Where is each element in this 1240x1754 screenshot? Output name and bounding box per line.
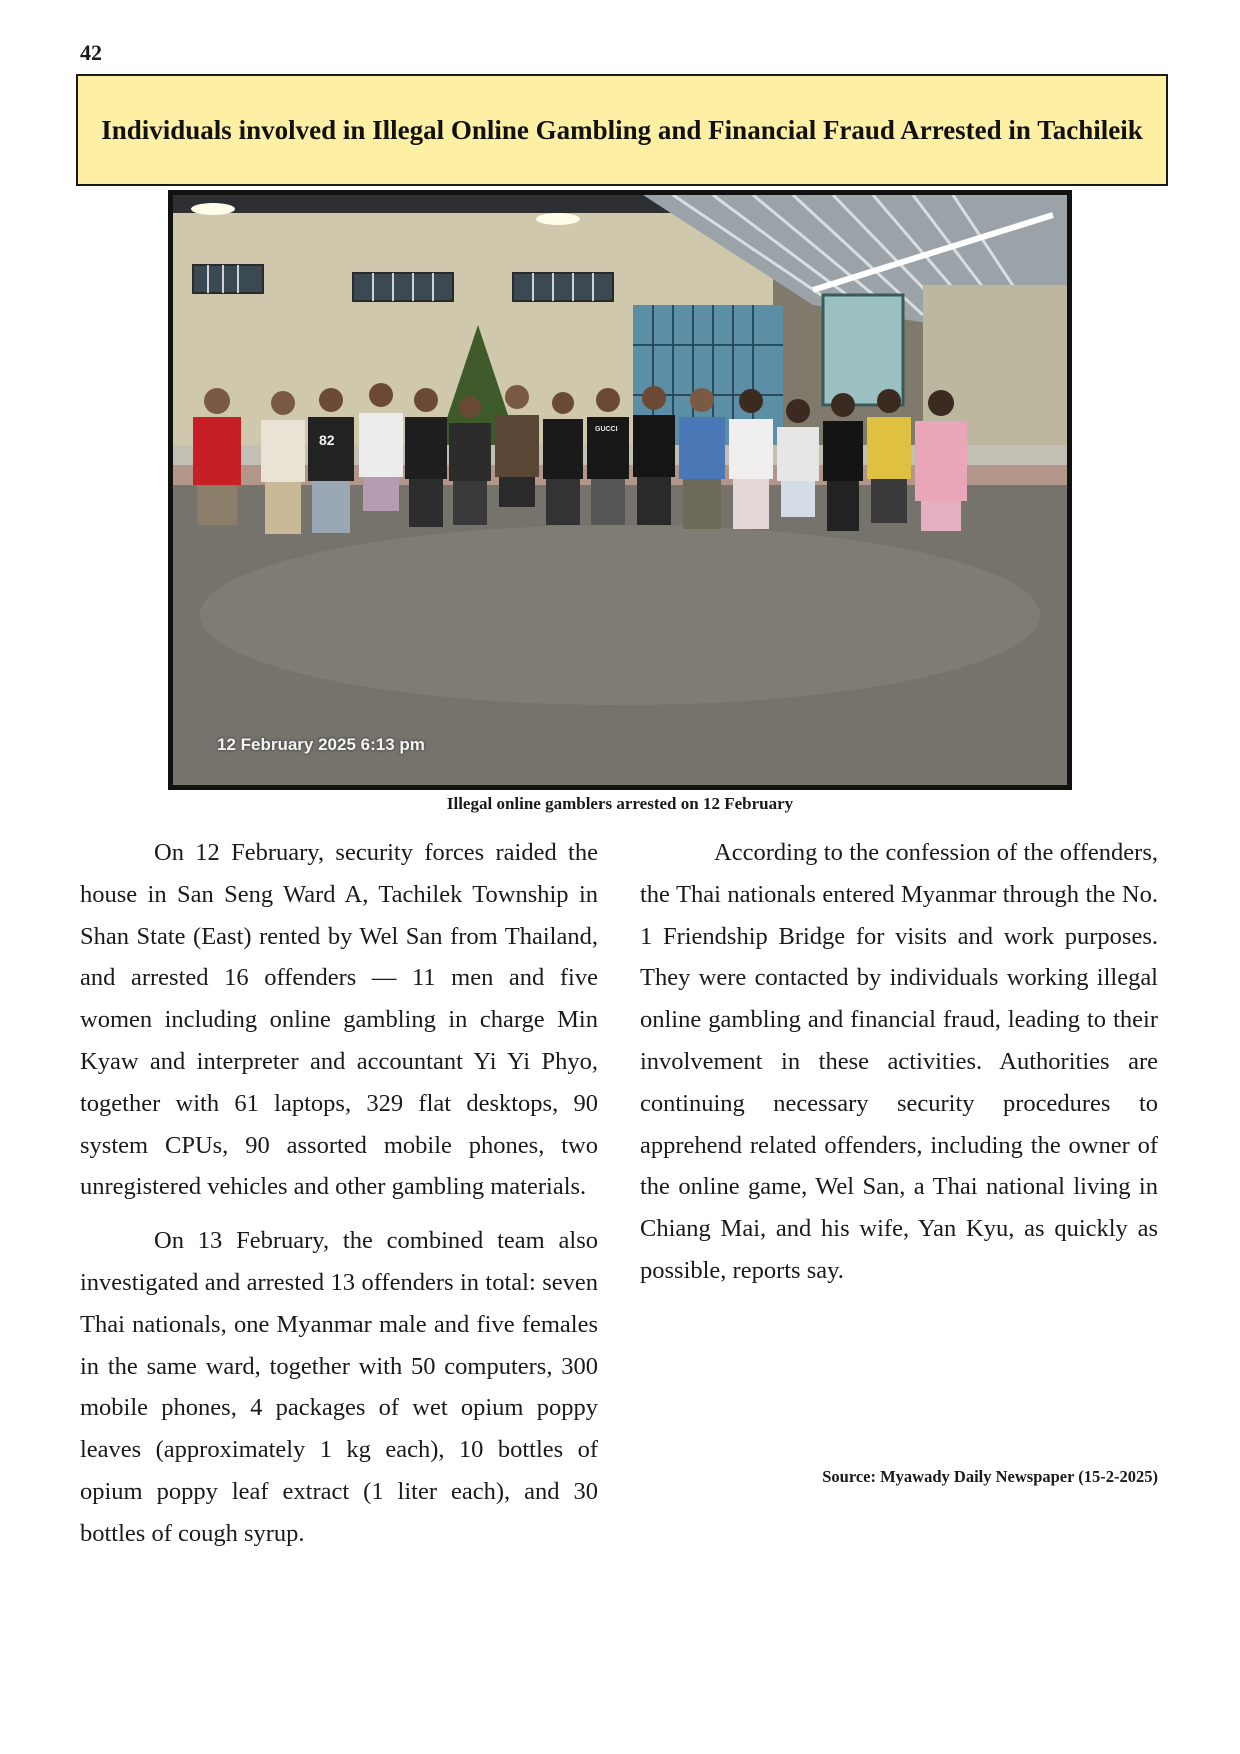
headline-box xyxy=(76,74,1168,186)
shirt-brand-print: GUCCI xyxy=(595,426,618,433)
article-column-left xyxy=(80,832,598,1555)
source-credit: Source: Myawady Daily Newspaper (15-2-2025) xyxy=(822,1467,1158,1486)
headline: Individuals involved in Illegal Online Gambling and Financial Fraud Arrested in Tachileik xyxy=(101,115,1143,145)
photo-caption: Illegal online gamblers arrested on 12 February xyxy=(446,794,794,813)
article-paragraph: According to the confession of the offenders, the Thai nationals entered Myanmar through the No. 1 Friendship Bridge for visits and work purposes. They were contacted by individuals working illegal online gambling and financial fraud, leading to their involvement in these activities. Authorities are continuing necessary security procedures to apprehend related offenders, including the owner of the online game, Wel San, a Thai national living in Chiang Mai, and his wife, Yan Kyu, as quickly as possible, reports say. xyxy=(640,839,1158,1284)
photo-timestamp: 12 February 2025 6:13 pm xyxy=(217,735,425,754)
article-column-right xyxy=(640,832,1158,1292)
news-photo xyxy=(168,190,1072,790)
photo-scene xyxy=(173,195,1067,785)
article-paragraph: On 13 February, the combined team also investigated and arrested 13 offenders in total: seven Thai nationals, one Myanmar male and five females in the same ward, together with 50 computers, 300 mobile phones, 4 packages of wet opium poppy leaves (approximately 1 kg each), 10 bottles of opium poppy leaf extract (1 liter each), and 30 bottles of cough syrup. xyxy=(80,1227,598,1547)
shirt-number-print: 82 xyxy=(319,432,335,448)
article-paragraph: On 12 February, security forces raided the house in San Seng Ward A, Tachilek Township in Shan State (East) rented by Wel San from Thailand, and arrested 16 offenders — 11 men and five women including online gambling in charge Min Kyaw and interpreter and accountant Yi Yi Phyo, together with 61 laptops, 329 flat desktops, 90 system CPUs, 90 assorted mobile phones, two unregistered vehicles and other gambling materials. xyxy=(80,839,598,1201)
page-number: 42 xyxy=(80,40,102,65)
